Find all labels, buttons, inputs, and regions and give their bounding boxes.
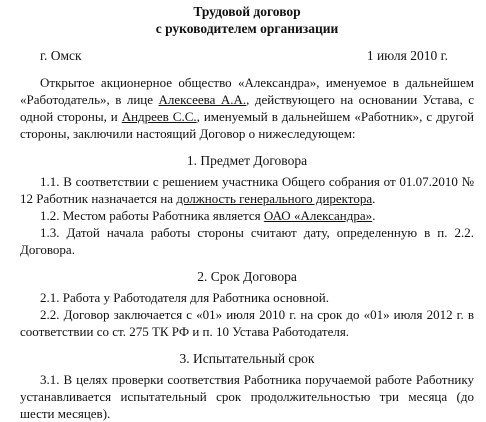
section-heading-1: 1. Предмет Договора (186, 153, 308, 168)
clause-1-2 (20, 207, 474, 224)
intro-text-1: Открытое акционерное общество «Александра», именуемое в дальнейшем «Работодатель», в лице (20, 75, 474, 107)
employee-name: Андреев С.С. (121, 109, 197, 124)
intro-text-2: , действующего на основании Устава, с одной стороны, и (20, 92, 474, 124)
place-date-line (20, 47, 474, 64)
city: г. Омск (40, 48, 82, 63)
position-title: должность генерального директора (176, 191, 373, 206)
clause-1-3: 1.3. Датой начала работы стороны считают дату, определенную в п. 2.2. Договора. (20, 225, 474, 257)
workplace-org: ОАО «Александра» (263, 208, 373, 223)
section-heading-3: 3. Испытательный срок (179, 351, 315, 366)
employer-representative-name: Алексеева А.А. (158, 92, 247, 107)
clause-1-2-text: 1.2. Местом работы Работника является (40, 208, 264, 223)
intro-paragraph (20, 74, 474, 142)
clause-3-1: 3.1. В целях проверки соответствия Работника поручаемой работе Работнику устанавливается испытательный срок продолжительностью три месяца (до шести месяцев). (20, 372, 474, 421)
section-heading-2: 2. Срок Договора (197, 269, 297, 284)
contract-date: 1 июля 2010 г. (366, 48, 448, 63)
clause-2-1: 2.1. Работа у Работодателя для Работника основной. (40, 290, 329, 305)
clause-1-1-text: 1.1. В соответствии с решением участника Общего собрания от 01.07.2010 № 12 Работник назначается на (20, 174, 474, 206)
document-title: Трудовой договор (193, 4, 301, 19)
clause-1-1-end: . (372, 191, 376, 206)
clause-1-2-end: . (372, 208, 376, 223)
clause-1-1 (20, 173, 474, 207)
clause-2-2: 2.2. Договор заключается с «01» июля 2010 г. на срок до «01» июля 2012 г. в соответствии со ст. 275 ТК РФ и п. 10 Устава Работодателя. (20, 307, 474, 339)
intro-text-3: , именуемый в дальнейшем «Работник», с другой стороны, заключили настоящий Договор о нижеследующем: (20, 109, 475, 141)
document-subtitle: с руководителем организации (155, 21, 339, 36)
